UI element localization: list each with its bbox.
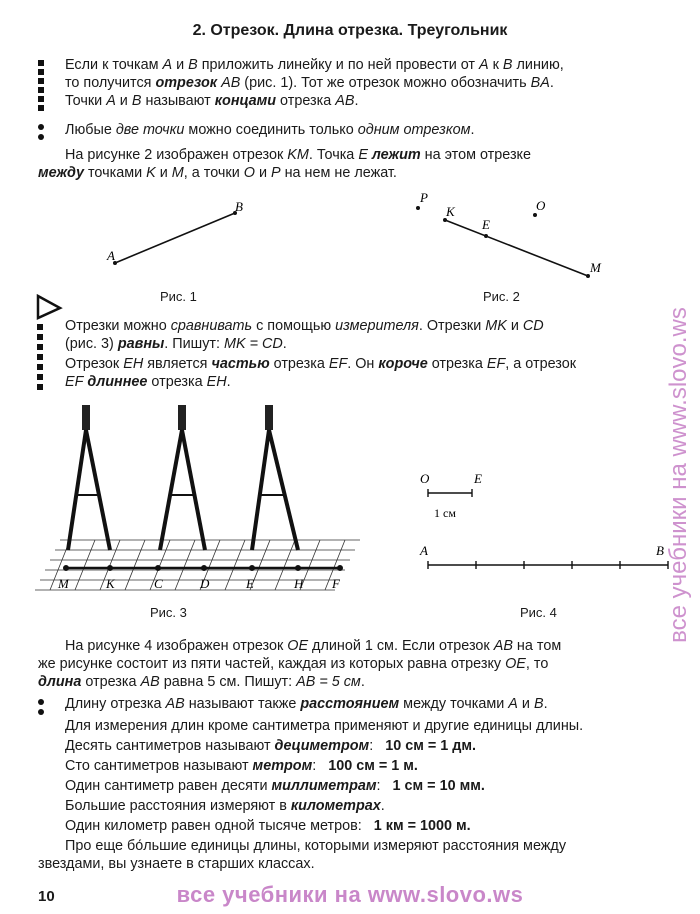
property-marker	[38, 124, 44, 144]
fig3-label-c: C	[154, 576, 163, 591]
figure-4-caption: Рис. 4	[520, 605, 557, 620]
paragraph-distance: Длину отрезка AB называют также расстоянием между точками A и B.	[65, 696, 548, 712]
units-marker	[38, 699, 44, 719]
figure-2	[416, 190, 602, 278]
fig4-unit-label: 1 см	[434, 506, 456, 520]
fig2-label-k: K	[446, 204, 455, 219]
paragraph-meter: Сто сантиметров называют метром: 100 см = 1 м.	[65, 758, 418, 774]
fig3-label-f: F	[332, 576, 340, 591]
divider-1	[68, 405, 110, 550]
paragraph-figure2: На рисунке 2 изображен отрезок KM. Точка E лежит на этом отрезке между точками K и M, а точки O и P на нем не лежат.	[38, 147, 532, 181]
fig1-label-a: A	[107, 248, 115, 263]
section-title: 2. Отрезок. Длина отрезка. Треугольник	[192, 22, 508, 39]
page-number: 10	[38, 888, 55, 905]
divider-3	[252, 405, 298, 550]
footer-watermark: все учебники на www.slovo.ws	[176, 882, 524, 907]
fig4-label-a: A	[420, 543, 428, 558]
figure-3-caption: Рис. 3	[150, 605, 187, 620]
fig4-label-o: O	[420, 471, 430, 486]
figure-4	[400, 465, 690, 580]
side-watermark-text: все учебники на www.slovo.ws	[665, 307, 692, 643]
paragraph-definition-segment: Если к точкам A и B приложить линейку и по ней провести от A к B линию, то получится отрезок AB (рис. 1). Тот же отрезок можно обозначить BA. Точки A и B называют концами отрезка AB.	[65, 57, 564, 109]
flag-marker	[34, 294, 64, 394]
paragraph-kilometer: Один километр равен одной тысяче метров: 1 км = 1000 м.	[65, 818, 471, 834]
paragraph-millimeter: Один сантиметр равен десяти миллиметрам: 1 см = 10 мм.	[65, 778, 485, 794]
paragraph-part: Отрезок EH является частью отрезка EF. Он короче отрезка EF, а отрезок EF длиннее отрезка EH.	[65, 356, 576, 390]
paragraph-decimeter: Десять сантиметров называют дециметром: 10 см = 1 дм.	[65, 738, 477, 754]
figures-1-2	[0, 190, 700, 305]
paragraph-compare: Отрезки можно сравнивать с помощью измерителя. Отрезки MK и CD (рис. 3) равны. Пишут: MK = CD.	[65, 318, 544, 352]
fig3-label-h: H	[294, 576, 304, 591]
figure-1-caption: Рис. 1	[160, 289, 197, 304]
paragraph-figure4: На рисунке 4 изображен отрезок OE длиной 1 см. Если отрезок AB на том же рисунке состоит из пяти частей, каждая из которых равна отрезку OE, то длина отрезка AB равна 5 см. Пишут: AB = 5 см.	[38, 638, 562, 690]
definition-marker	[38, 60, 44, 114]
fig3-label-d: D	[200, 576, 210, 591]
fig1-label-b: B	[235, 199, 243, 214]
figure-1	[106, 199, 243, 265]
fig2-label-e: E	[482, 217, 490, 232]
paragraph-kilometers: Большие расстояния измеряют в километрах.	[65, 798, 385, 814]
paragraph-two-points: Любые две точки можно соединить только одним отрезком.	[65, 122, 475, 138]
side-watermark	[664, 80, 694, 870]
fig4-label-e: E	[474, 471, 482, 486]
figure-2-caption: Рис. 2	[483, 289, 520, 304]
grid	[35, 540, 360, 590]
fig4-label-b: B	[656, 543, 664, 558]
fig2-label-p: P	[420, 190, 428, 205]
paragraph-units-intro: Для измерения длин кроме сантиметра применяют и другие единицы длины.	[65, 718, 584, 734]
figure-3-dividers	[30, 400, 370, 605]
fig3-label-m: M	[58, 576, 69, 591]
fig3-label-e: E	[246, 576, 254, 591]
divider-2	[160, 405, 205, 550]
fig3-label-k: K	[106, 576, 115, 591]
paragraph-larger-units: Про еще бо́льшие единицы длины, которыми измеряют расстояния между звездами, вы узнаете в старших классах.	[38, 838, 567, 872]
fig2-label-o: O	[536, 198, 546, 213]
fig2-label-m: M	[590, 260, 601, 275]
